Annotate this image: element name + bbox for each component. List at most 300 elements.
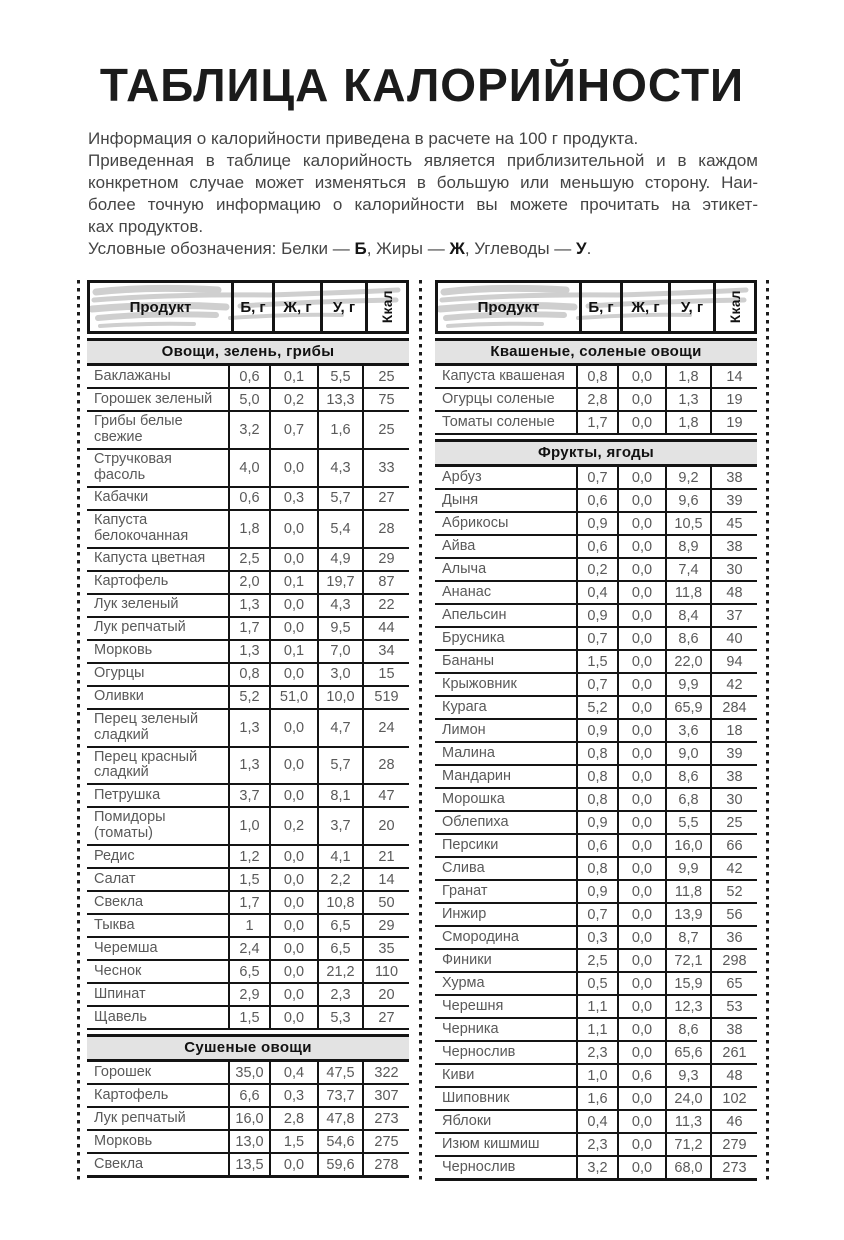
value-cell-kcal: 18: [710, 720, 757, 741]
value-cell-carbs: 13,9: [665, 904, 710, 925]
value-cell-carbs: 1,8: [665, 366, 710, 387]
value-cell-fat: 0,1: [269, 641, 317, 662]
value-cell-kcal: 56: [710, 904, 757, 925]
value-cell-kcal: 38: [710, 536, 757, 557]
value-cell-fat: 0,0: [617, 366, 665, 387]
value-cell-carbs: 3,7: [317, 808, 362, 844]
product-name-cell: Финики: [442, 951, 492, 968]
value-cell-fat: 0,0: [617, 812, 665, 833]
value-cell-protein: 16,0: [228, 1108, 269, 1129]
value-cell-kcal: 39: [710, 743, 757, 764]
value-cell-fat: 0,0: [617, 858, 665, 879]
table-row: [435, 789, 757, 812]
value-cell-kcal: 34: [362, 641, 409, 662]
cut-line-right: [766, 280, 769, 1181]
table-row: [435, 996, 757, 1019]
value-cell-carbs: 16,0: [665, 835, 710, 856]
value-cell-fat: 0,0: [617, 697, 665, 718]
value-cell-protein: 1,3: [228, 595, 269, 616]
legend-line: [88, 238, 758, 260]
value-cell-protein: 13,5: [228, 1154, 269, 1175]
value-cell-fat: 0,0: [617, 536, 665, 557]
value-cell-fat: 0,0: [269, 869, 317, 890]
value-cell-protein: 1,5: [228, 869, 269, 890]
value-cell-protein: 0,5: [576, 973, 617, 994]
value-cell-protein: 1,3: [228, 641, 269, 662]
value-cell-protein: 0,6: [228, 366, 269, 387]
cut-line-left: [77, 280, 80, 1181]
value-cell-carbs: 9,6: [665, 490, 710, 511]
calorie-table-right: [435, 280, 757, 1181]
table-row: [87, 549, 409, 572]
product-name-cell: Малина: [442, 744, 495, 761]
kcal-vertical-label: Ккал: [727, 290, 743, 324]
product-name-cell: Свекла: [94, 893, 144, 910]
table-row: [87, 511, 409, 549]
table-row: [435, 582, 757, 605]
legend-text: , Жиры —: [366, 239, 450, 258]
value-cell-carbs: 6,5: [317, 915, 362, 936]
value-cell-fat: 0,0: [269, 450, 317, 486]
value-cell-carbs: 4,7: [317, 710, 362, 746]
product-name-cell: Мандарин: [442, 767, 512, 784]
value-cell-carbs: 65,6: [665, 1042, 710, 1063]
value-cell-protein: 1,8: [228, 511, 269, 547]
value-cell-kcal: 25: [710, 812, 757, 833]
value-cell-protein: 13,0: [228, 1131, 269, 1152]
value-cell-protein: 1,0: [228, 808, 269, 844]
value-cell-protein: 2,9: [228, 984, 269, 1005]
product-name-cell: Капуста белокочанная: [94, 511, 189, 544]
product-name-cell: Брусника: [442, 629, 505, 646]
value-cell-protein: 0,6: [576, 490, 617, 511]
value-cell-kcal: 33: [362, 450, 409, 486]
value-cell-protein: 0,4: [576, 582, 617, 603]
product-name-cell: Гранат: [442, 882, 488, 899]
value-cell-kcal: 28: [362, 511, 409, 547]
table-row: [435, 904, 757, 927]
product-name-cell: Капуста квашеная: [442, 367, 565, 384]
value-cell-kcal: 273: [710, 1157, 757, 1178]
value-cell-kcal: 298: [710, 950, 757, 971]
value-cell-fat: 0,0: [617, 412, 665, 433]
product-name-cell: Тыква: [94, 916, 135, 933]
value-cell-carbs: 6,5: [317, 938, 362, 959]
value-cell-protein: 1,5: [576, 651, 617, 672]
value-cell-kcal: 25: [362, 412, 409, 448]
product-name-cell: Апельсин: [442, 606, 507, 623]
product-name-cell: Баклажаны: [94, 367, 171, 384]
table-row: [435, 881, 757, 904]
value-cell-protein: 0,9: [576, 812, 617, 833]
value-cell-carbs: 19,7: [317, 572, 362, 593]
table-row: [87, 1154, 409, 1178]
product-name-cell: Стручковая фасоль: [94, 450, 172, 483]
intro-line: Информация о калорийности приведена в расчете на 100 г продукта.: [88, 129, 639, 148]
value-cell-protein: 5,0: [228, 389, 269, 410]
value-cell-carbs: 9,9: [665, 858, 710, 879]
value-cell-carbs: 13,3: [317, 389, 362, 410]
table-row: [87, 984, 409, 1007]
value-cell-kcal: 102: [710, 1088, 757, 1109]
value-cell-kcal: 38: [710, 1019, 757, 1040]
table-row: [87, 641, 409, 664]
intro-line: конкретном случае может изменяться в большую или меньшую сторону. Наи-: [88, 173, 758, 192]
value-cell-fat: 0,0: [617, 835, 665, 856]
value-cell-fat: 0,0: [617, 950, 665, 971]
table-row: [435, 559, 757, 582]
value-cell-fat: 0,0: [617, 1042, 665, 1063]
value-cell-carbs: 4,3: [317, 450, 362, 486]
value-cell-kcal: 19: [710, 412, 757, 433]
value-cell-fat: 0,0: [617, 766, 665, 787]
value-cell-protein: 1,1: [576, 1019, 617, 1040]
value-cell-kcal: 27: [362, 1007, 409, 1028]
value-cell-protein: 2,0: [228, 572, 269, 593]
legend-symbol: Б: [354, 239, 367, 258]
value-cell-kcal: 38: [710, 766, 757, 787]
product-name-cell: Картофель: [94, 1086, 169, 1103]
value-cell-protein: 3,7: [228, 785, 269, 806]
value-cell-fat: 0,0: [269, 938, 317, 959]
value-cell-kcal: 40: [710, 628, 757, 649]
value-cell-kcal: 322: [362, 1062, 409, 1083]
value-cell-protein: 5,2: [576, 697, 617, 718]
value-cell-fat: 0,0: [617, 490, 665, 511]
table-row: [87, 892, 409, 915]
value-cell-carbs: 8,1: [317, 785, 362, 806]
value-cell-protein: 2,8: [576, 389, 617, 410]
legend-text: , Углеводы —: [464, 239, 577, 258]
value-cell-protein: 2,4: [228, 938, 269, 959]
product-name-cell: Яблоки: [442, 1112, 492, 1129]
value-cell-fat: 2,8: [269, 1108, 317, 1129]
product-name-cell: Облепиха: [442, 813, 509, 830]
product-name-cell: Оливки: [94, 688, 144, 705]
kcal-vertical-label: Ккал: [379, 290, 395, 324]
value-cell-fat: 0,0: [617, 674, 665, 695]
value-cell-fat: 0,0: [617, 1111, 665, 1132]
product-name-cell: Салат: [94, 870, 136, 887]
value-cell-kcal: 46: [710, 1111, 757, 1132]
product-name-cell: Персики: [442, 836, 499, 853]
value-cell-protein: 0,8: [576, 743, 617, 764]
value-cell-kcal: 21: [362, 846, 409, 867]
value-cell-carbs: 59,6: [317, 1154, 362, 1175]
table-row: [87, 618, 409, 641]
value-cell-fat: 0,0: [269, 984, 317, 1005]
table-row: [87, 488, 409, 511]
table-row: [435, 467, 757, 490]
value-cell-carbs: 9,3: [665, 1065, 710, 1086]
value-cell-kcal: 36: [710, 927, 757, 948]
value-cell-kcal: 87: [362, 572, 409, 593]
column-header-kcal: [713, 283, 754, 331]
value-cell-fat: 0,0: [617, 973, 665, 994]
intro-text: [88, 128, 758, 260]
table-row: [435, 835, 757, 858]
value-cell-kcal: 25: [362, 366, 409, 387]
value-cell-protein: 2,3: [576, 1134, 617, 1155]
value-cell-carbs: 5,4: [317, 511, 362, 547]
value-cell-carbs: 8,7: [665, 927, 710, 948]
product-name-cell: Чернослив: [442, 1043, 516, 1060]
table-row: [435, 1088, 757, 1111]
value-cell-protein: 1,7: [228, 892, 269, 913]
table-row: [87, 1085, 409, 1108]
value-cell-fat: 0,0: [617, 1019, 665, 1040]
value-cell-protein: 1,6: [576, 1088, 617, 1109]
value-cell-carbs: 6,8: [665, 789, 710, 810]
intro-line: более точную информацию о калорийности вы можете прочитать на этикет-: [88, 195, 758, 214]
table-row: [87, 846, 409, 869]
value-cell-kcal: 279: [710, 1134, 757, 1155]
product-name-cell: Капуста цветная: [94, 550, 206, 567]
value-cell-carbs: 71,2: [665, 1134, 710, 1155]
value-cell-kcal: 261: [710, 1042, 757, 1063]
table-row: [87, 412, 409, 450]
table-row: [87, 710, 409, 748]
product-name-cell: Курага: [442, 698, 487, 715]
value-cell-fat: 0,1: [269, 572, 317, 593]
value-cell-protein: 0,3: [576, 927, 617, 948]
product-name-cell: Горошек: [94, 1063, 152, 1080]
table-row: [435, 1065, 757, 1088]
value-cell-kcal: 275: [362, 1131, 409, 1152]
table-row: [87, 1131, 409, 1154]
value-cell-kcal: 307: [362, 1085, 409, 1106]
value-cell-fat: 0,0: [269, 618, 317, 639]
intro-lines-container: [88, 128, 758, 238]
value-cell-carbs: 5,3: [317, 1007, 362, 1028]
value-cell-kcal: 29: [362, 549, 409, 570]
value-cell-kcal: 53: [710, 996, 757, 1017]
value-cell-fat: 0,0: [269, 961, 317, 982]
table-row: [87, 450, 409, 488]
table-row: [87, 664, 409, 687]
table-row: [435, 389, 757, 412]
table-row: [87, 366, 409, 389]
value-cell-fat: 0,0: [269, 748, 317, 784]
value-cell-fat: 0,0: [617, 720, 665, 741]
value-cell-fat: 1,5: [269, 1131, 317, 1152]
product-name-cell: Огурцы соленые: [442, 390, 555, 407]
value-cell-fat: 0,0: [617, 628, 665, 649]
value-cell-protein: 0,7: [576, 674, 617, 695]
product-name-cell: Чеснок: [94, 962, 142, 979]
value-cell-carbs: 65,9: [665, 697, 710, 718]
value-cell-protein: 3,2: [228, 412, 269, 448]
value-cell-fat: 0,2: [269, 808, 317, 844]
intro-line: Приведенная в таблице калорийность является приблизительной и в каждом: [88, 151, 758, 170]
product-name-cell: Хурма: [442, 974, 485, 991]
value-cell-carbs: 8,6: [665, 628, 710, 649]
product-name-cell: Киви: [442, 1066, 475, 1083]
product-name-cell: Морошка: [442, 790, 505, 807]
value-cell-kcal: 94: [710, 651, 757, 672]
table-row: [435, 858, 757, 881]
table-row: [435, 812, 757, 835]
table-row: [435, 651, 757, 674]
value-cell-kcal: 28: [362, 748, 409, 784]
product-name-cell: Инжир: [442, 905, 487, 922]
column-header-carbs: У, г: [320, 283, 365, 331]
value-cell-fat: 0,0: [269, 595, 317, 616]
table-row: [435, 720, 757, 743]
value-cell-carbs: 9,2: [665, 467, 710, 488]
value-cell-kcal: 48: [710, 582, 757, 603]
table-row: [87, 595, 409, 618]
value-cell-protein: 1,7: [228, 618, 269, 639]
section-header: Овощи, зелень, грибы: [87, 338, 409, 366]
value-cell-kcal: 38: [710, 467, 757, 488]
value-cell-protein: 4,0: [228, 450, 269, 486]
value-cell-fat: 0,0: [617, 605, 665, 626]
table-row: [87, 915, 409, 938]
value-cell-kcal: 45: [710, 513, 757, 534]
value-cell-kcal: 24: [362, 710, 409, 746]
table-row: [87, 785, 409, 808]
table-row: [435, 366, 757, 389]
product-name-cell: Крыжовник: [442, 675, 517, 692]
product-name-cell: Щавель: [94, 1008, 147, 1025]
table-row: [87, 961, 409, 984]
product-name-cell: Лук репчатый: [94, 1109, 186, 1126]
value-cell-protein: 0,2: [576, 559, 617, 580]
value-cell-protein: 2,5: [576, 950, 617, 971]
value-cell-protein: 0,9: [576, 605, 617, 626]
value-cell-fat: 0,3: [269, 1085, 317, 1106]
value-cell-carbs: 7,4: [665, 559, 710, 580]
table-row: [435, 1157, 757, 1181]
value-cell-protein: 0,8: [576, 789, 617, 810]
product-name-cell: Абрикосы: [442, 514, 509, 531]
column-header-product: Продукт: [129, 298, 192, 316]
value-cell-carbs: 72,1: [665, 950, 710, 971]
value-cell-carbs: 11,8: [665, 582, 710, 603]
value-cell-fat: 0,7: [269, 412, 317, 448]
section-header: Сушеные овощи: [87, 1034, 409, 1062]
value-cell-carbs: 10,0: [317, 687, 362, 708]
value-cell-protein: 3,2: [576, 1157, 617, 1178]
value-cell-protein: 0,7: [576, 628, 617, 649]
value-cell-carbs: 4,1: [317, 846, 362, 867]
value-cell-kcal: 52: [710, 881, 757, 902]
value-cell-carbs: 9,5: [317, 618, 362, 639]
value-cell-kcal: 39: [710, 490, 757, 511]
table-row: [435, 973, 757, 996]
value-cell-protein: 0,8: [576, 858, 617, 879]
section-header: Квашеные, соленые овощи: [435, 338, 757, 366]
value-cell-kcal: 75: [362, 389, 409, 410]
table-row: [87, 1108, 409, 1131]
table-row: [435, 950, 757, 973]
column-header-protein: Б, г: [579, 283, 620, 331]
value-cell-carbs: 5,5: [665, 812, 710, 833]
product-name-cell: Перец красный сладкий: [94, 748, 198, 781]
value-cell-protein: 1,1: [576, 996, 617, 1017]
value-cell-fat: 0,0: [269, 846, 317, 867]
value-cell-kcal: 42: [710, 674, 757, 695]
value-cell-carbs: 11,8: [665, 881, 710, 902]
value-cell-kcal: 42: [710, 858, 757, 879]
table-row: [435, 605, 757, 628]
value-cell-protein: 0,7: [576, 904, 617, 925]
value-cell-protein: 1,5: [228, 1007, 269, 1028]
legend-text: .: [586, 239, 592, 258]
value-cell-carbs: 15,9: [665, 973, 710, 994]
table-row: [435, 513, 757, 536]
value-cell-carbs: 54,6: [317, 1131, 362, 1152]
table-row: [435, 743, 757, 766]
value-cell-kcal: 20: [362, 808, 409, 844]
value-cell-protein: 0,6: [576, 536, 617, 557]
product-name-cell: Лук зеленый: [94, 596, 179, 613]
value-cell-fat: 0,0: [269, 892, 317, 913]
value-cell-protein: 0,6: [228, 488, 269, 509]
product-name-cell: Грибы белые свежие: [94, 413, 183, 445]
value-cell-fat: 0,0: [269, 549, 317, 570]
product-name-cell: Шпинат: [94, 985, 146, 1002]
value-cell-carbs: 68,0: [665, 1157, 710, 1178]
legend-symbol: У: [576, 239, 587, 258]
product-name-cell: Морковь: [94, 642, 153, 659]
value-cell-fat: 0,0: [617, 789, 665, 810]
value-cell-protein: 1,3: [228, 710, 269, 746]
cut-line-middle: [419, 280, 422, 1181]
value-cell-kcal: 27: [362, 488, 409, 509]
value-cell-kcal: 22: [362, 595, 409, 616]
value-cell-protein: 35,0: [228, 1062, 269, 1083]
product-name-cell: Черника: [442, 1020, 499, 1037]
value-cell-fat: 0,0: [617, 1157, 665, 1178]
value-cell-carbs: 47,8: [317, 1108, 362, 1129]
product-name-cell: Дыня: [442, 491, 479, 508]
legend-symbol: Ж: [449, 239, 465, 258]
value-cell-protein: 0,9: [576, 720, 617, 741]
value-cell-carbs: 4,3: [317, 595, 362, 616]
column-header-carbs: У, г: [668, 283, 713, 331]
tables-area: [0, 280, 844, 1181]
product-name-cell: Шиповник: [442, 1089, 510, 1106]
value-cell-kcal: 14: [710, 366, 757, 387]
value-cell-kcal: 47: [362, 785, 409, 806]
legend-text: Условные обозначения: Белки —: [88, 239, 355, 258]
table-row: [87, 748, 409, 786]
value-cell-fat: 0,0: [617, 1088, 665, 1109]
value-cell-carbs: 2,2: [317, 869, 362, 890]
table-row: [435, 490, 757, 513]
value-cell-protein: 0,9: [576, 513, 617, 534]
value-cell-fat: 0,0: [269, 710, 317, 746]
table-row: [87, 389, 409, 412]
intro-line: ках продуктов.: [88, 217, 204, 236]
value-cell-protein: 0,9: [576, 881, 617, 902]
product-name-cell: Лук репчатый: [94, 619, 186, 636]
value-cell-fat: 0,0: [617, 1134, 665, 1155]
value-cell-carbs: 7,0: [317, 641, 362, 662]
value-cell-kcal: 284: [710, 697, 757, 718]
value-cell-protein: 0,7: [576, 467, 617, 488]
value-cell-carbs: 8,4: [665, 605, 710, 626]
value-cell-kcal: 30: [710, 559, 757, 580]
product-name-cell: Свекла: [94, 1155, 144, 1172]
value-cell-protein: 5,2: [228, 687, 269, 708]
table-row: [435, 628, 757, 651]
product-name-cell: Томаты соленые: [442, 413, 555, 430]
value-cell-carbs: 9,9: [665, 674, 710, 695]
value-cell-kcal: 14: [362, 869, 409, 890]
